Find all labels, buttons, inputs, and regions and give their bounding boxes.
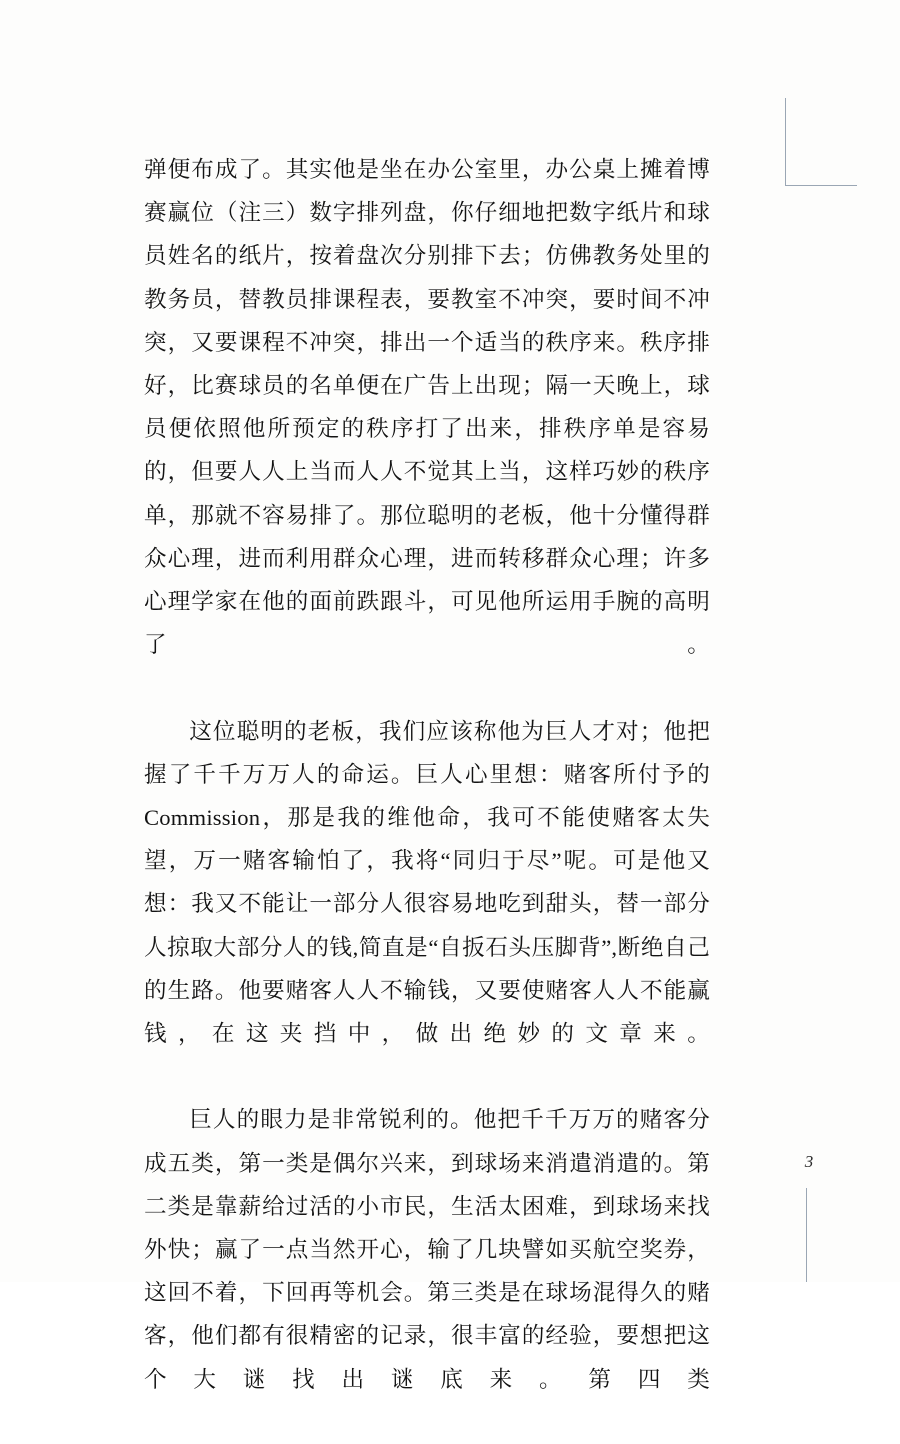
- decorative-rule-top-horizontal: [785, 185, 857, 186]
- body-text-block: [144, 148, 710, 1444]
- paragraph-2: 这位聪明的老板，我们应该称他为巨人才对；他把握了千千万万人的命运。巨人心里想：赌客所付予的Commission，那是我的维他命，我可不能使赌客太失望，万一赌客输怕了，我将“同归于尽”呢。可是他又想：我又不能让一部分人很容易地吃到甜头，替一部分人掠取大部分人的钱,简直是“自扳石头压脚背”,断绝自己的生路。他要赌客人人不输钱，又要使赌客人人不能赢钱，在这夹挡中，做出绝妙的文章来。: [144, 718, 710, 1047]
- paragraph-3: 巨人的眼力是非常锐利的。他把千千万万的赌客分成五类，第一类是偶尔兴来，到球场来消遣消遣的。第二类是靠薪给过活的小市民，生活太困难，到球场来找外快；赢了一点当然开心，输了几块譬如买航空奖券，这回不着，下回再等机会。第三类是在球场混得久的赌客，他们都有很精密的记录，很丰富的经验，要想把这个大谜找出谜底来。第四类: [144, 1107, 710, 1392]
- decorative-rule-top-vertical: [785, 98, 786, 186]
- page-number: 3: [804, 1152, 814, 1171]
- decorative-rule-bottom-vertical: [806, 1188, 807, 1282]
- paragraph-1: 弹便布成了。其实他是坐在办公室里，办公桌上摊着博赛赢位（注三）数字排列盘，你仔细地把数字纸片和球员姓名的纸片，按着盘次分别排下去；仿佛教务处里的教务员，替教员排课程表，要教室不冲突，要时间不冲突，又要课程不冲突，排出一个适当的秩序来。秩序排好，比赛球员的名单便在广告上出现；隔一天晚上，球员便依照他所预定的秩序打了出来，排秩序单是容易的，但要人人上当而人人不觉其上当，这样巧妙的秩序单，那就不容易排了。那位聪明的老板，他十分懂得群众心理，进而利用群众心理，进而转移群众心理；许多心理学家在他的面前跌跟斗，可见他所运用手腕的高明了。: [144, 157, 710, 658]
